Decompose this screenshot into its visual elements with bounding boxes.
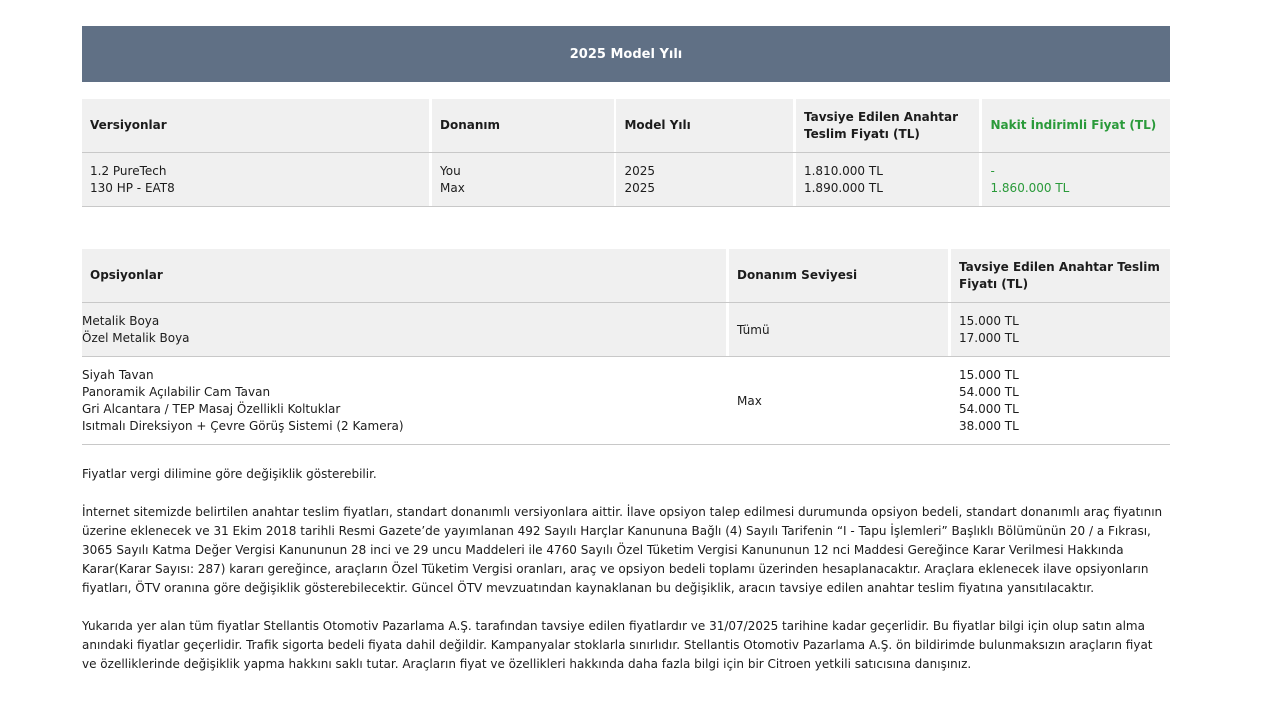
option-price: 15.000 TL (959, 313, 1019, 328)
header-price-line2: Teslim Fiyatı (TL) (803, 126, 920, 141)
option-price: 17.000 TL (959, 330, 1019, 345)
option-item: Panoramik Açılabilir Cam Tavan (82, 384, 271, 399)
header-price-line1: Tavsiye Edilen Anahtar (803, 109, 959, 124)
option-price: 38.000 TL (959, 418, 1019, 433)
option-item: Gri Alcantara / TEP Masaj Özellikli Koltuklar (82, 401, 341, 416)
header-trim: Donanım (440, 118, 501, 132)
model-year-2: 2025 (624, 180, 656, 195)
model-year-banner (82, 26, 1170, 82)
versions-table-header (82, 99, 1170, 153)
page-content (82, 26, 1170, 693)
option-trim-level: Max (737, 393, 762, 408)
option-item: Siyah Tavan (82, 367, 154, 382)
option-trim-level: Tümü (737, 322, 770, 337)
header-option-price-line1: Tavsiye Edilen Anahtar Teslim (959, 259, 1160, 274)
version-name-line2: 130 HP - EAT8 (90, 180, 175, 195)
banner-title: 2025 Model Yılı (569, 46, 683, 62)
legal-notes (82, 465, 1170, 674)
table-row (82, 303, 1170, 357)
price-you: 1.810.000 TL (803, 163, 883, 178)
note-tax: Fiyatlar vergi dilimine göre değişiklik gösterebilir. (82, 467, 377, 481)
header-versions: Versiyonlar (90, 118, 167, 132)
price-max: 1.890.000 TL (803, 180, 883, 195)
versions-table (82, 99, 1170, 207)
header-cash-price: Nakit İndirimli Fiyat (TL) (990, 118, 1157, 132)
version-name-line1: 1.2 PureTech (90, 163, 167, 178)
header-option-price-line2: Fiyatı (TL) (959, 276, 1029, 291)
table-row (82, 153, 1170, 207)
trim-you: You (440, 163, 461, 178)
option-item: Isıtmalı Direksiyon + Çevre Görüş Sistemi (2 Kamera) (82, 418, 404, 433)
option-price: 54.000 TL (959, 401, 1019, 416)
table-row (82, 357, 1170, 445)
cash-price-you: - (990, 163, 995, 178)
option-item: Özel Metalik Boya (82, 330, 190, 345)
option-price: 54.000 TL (959, 384, 1019, 399)
header-model-year: Model Yılı (624, 118, 691, 132)
option-item: Metalik Boya (82, 313, 160, 328)
option-price: 15.000 TL (959, 367, 1019, 382)
note-pricing-terms: İnternet sitemizde belirtilen anahtar teslim fiyatları, standart donanımlı versiyonlara aittir. İlave opsiyon talep edilmesi durumunda opsiyon bedeli, standart donanımlı araç fiyatının üzerine eklenecek ve 31 Ekim 2018 tarihli Resmi Gazete’de yayımlanan 492 Sayılı Harçlar Kanununa Bağlı (4) Sayılı Tarifenin “I - Tapu İşlemleri” Başlıklı Bölümünün 20 / a Fıkrası, 3065 Sayılı Katma Değer Vergisi Kanununun 28 inci ve 29 uncu Maddeleri ile 4760 Sayılı Özel Tüketim Vergisi Kanununun 12 nci Maddesi Gereğince Karar Verilmesi Hakkında Karar(Karar Sayısı: 287) kararı gereğince, araçların Özel Tüketim Vergisi oranları, araç ve opsiyon bedeli toplamı üzerinden hesaplanacaktır. Araçlara eklenecek ilave opsiyonların fiyatları, ÖTV oranına göre değişiklik gösterebilecektir. Güncel ÖTV mevzuatından kaynaklanan bu değişiklik, aracın tavsiye edilen anahtar teslim fiyatına yansıtılacaktır. (82, 505, 1163, 595)
options-table-header (82, 249, 1170, 303)
options-table (82, 249, 1170, 445)
note-disclaimer: Yukarıda yer alan tüm fiyatlar Stellantis Otomotiv Pazarlama A.Ş. tarafından tavsiye edilen fiyatlardır ve 31/07/2025 tarihine kadar geçerlidir. Bu fiyatlar bilgi için olup satın alma anındaki fiyatlar geçerlidir. Trafik sigorta bedeli fiyata dahil değildir. Kampanyalar stoklarla sınırlıdır. Stellantis Otomotiv Pazarlama A.Ş. ön bildirimde bulunmaksızın araçların fiyat ve özelliklerinde değişiklik yapma hakkını saklı tutar. Araçların fiyat ve özellikleri hakkında daha fazla bilgi için bir Citroen yetkili satıcısına danışınız. (82, 619, 1153, 671)
model-year-1: 2025 (624, 163, 656, 178)
cash-price-max: 1.860.000 TL (990, 180, 1070, 195)
header-trim-level: Donanım Seviyesi (737, 268, 858, 282)
header-options: Opsiyonlar (90, 268, 163, 282)
trim-max: Max (440, 180, 465, 195)
